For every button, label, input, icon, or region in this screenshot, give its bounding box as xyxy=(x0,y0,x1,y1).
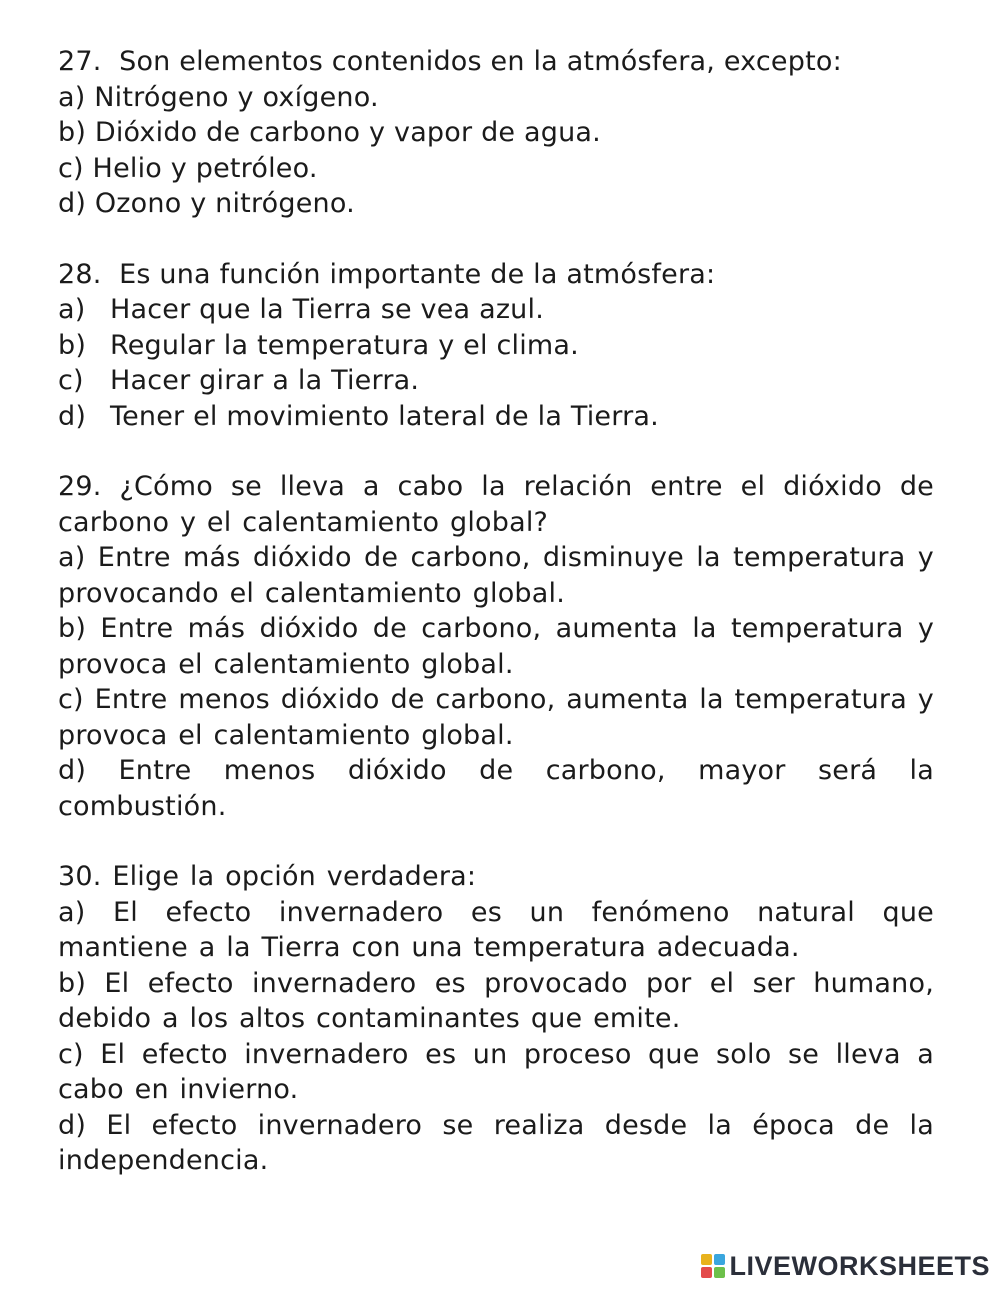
answer-option-a[interactable]: a) Entre más dióxido de carbono, disminuye la temperatura y provocando el calentamiento global. xyxy=(58,542,934,609)
option-letter: a) xyxy=(58,294,86,325)
logo-square-2 xyxy=(714,1254,725,1265)
logo-icon xyxy=(701,1254,725,1278)
option-text: Regular la temperatura y el clima. xyxy=(110,329,579,361)
option-letter: c) xyxy=(58,365,84,396)
question-28 xyxy=(58,257,934,435)
answer-option-c[interactable]: c) Entre menos dióxido de carbono, aumenta la temperatura y provoca el calentamiento global. xyxy=(58,684,934,751)
answer-option-d[interactable]: d) El efecto invernadero se realiza desde la época de la independencia. xyxy=(58,1109,934,1176)
answer-option-b[interactable]: b) Dióxido de carbono y vapor de agua. xyxy=(58,117,601,148)
answer-option-a[interactable]: a) Nitrógeno y oxígeno. xyxy=(58,81,379,113)
question-29 xyxy=(58,469,934,824)
answer-option-b[interactable]: b) El efecto invernadero es provocado por el ser humano, debido a los altos contaminantes que emite. xyxy=(58,967,934,1034)
answer-option-c[interactable]: c) El efecto invernadero es un proceso que solo se lleva a cabo en invierno. xyxy=(58,1038,934,1105)
answer-option-d[interactable]: d) Entre menos dióxido de carbono, mayor será la combustión. xyxy=(58,755,934,822)
answer-option-b[interactable] xyxy=(58,328,934,364)
logo-square-4 xyxy=(714,1267,725,1278)
logo-square-1 xyxy=(701,1254,712,1265)
answer-option-a[interactable]: a) El efecto invernadero es un fenómeno natural que mantiene a la Tierra con una temperatura adecuada. xyxy=(58,896,934,963)
answer-option-c[interactable] xyxy=(58,363,934,399)
question-stem: 30. Elige la opción verdadera: xyxy=(58,861,477,892)
question-stem: 29. ¿Cómo se lleva a cabo la relación entre el dióxido de carbono y el calentamiento global? xyxy=(58,471,934,538)
option-text: Hacer que la Tierra se vea azul. xyxy=(110,294,544,325)
answer-option-c[interactable]: c) Helio y petróleo. xyxy=(58,152,318,184)
option-letter: d) xyxy=(58,400,87,432)
question-27 xyxy=(58,44,934,222)
option-letter: b) xyxy=(58,329,87,361)
worksheet-page xyxy=(58,44,934,1214)
question-30 xyxy=(58,859,934,1179)
option-text: Hacer girar a la Tierra. xyxy=(110,365,420,396)
logo-square-3 xyxy=(701,1267,712,1278)
answer-option-d[interactable]: d) Ozono y nitrógeno. xyxy=(58,188,355,219)
answer-option-b[interactable]: b) Entre más dióxido de carbono, aumenta la temperatura y provoca el calentamiento global. xyxy=(58,613,934,680)
answer-option-a[interactable] xyxy=(58,292,934,328)
logo-text: LIVEWORKSHEETS xyxy=(729,1250,990,1281)
option-text: Tener el movimiento lateral de la Tierra. xyxy=(110,400,659,432)
question-stem: 27. Son elementos contenidos en la atmósfera, excepto: xyxy=(58,46,842,77)
question-stem: 28. Es una función importante de la atmósfera: xyxy=(58,258,716,290)
answer-option-d[interactable] xyxy=(58,399,934,435)
liveworksheets-logo xyxy=(701,1251,990,1281)
